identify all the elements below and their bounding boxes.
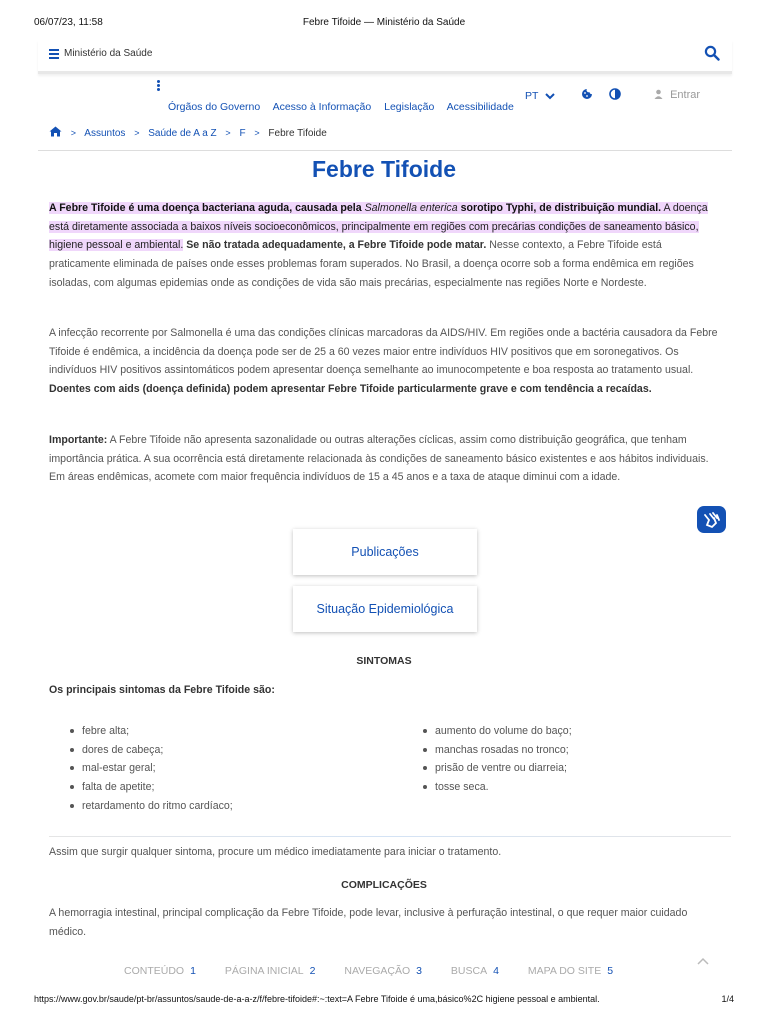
hamburger-icon[interactable] (49, 49, 59, 58)
nav-link-legislacao[interactable]: Legislação (384, 101, 435, 113)
skip-key: 4 (493, 965, 499, 977)
skip-key: 3 (416, 965, 422, 977)
list-item: prisão de ventre ou diarreia; (421, 759, 572, 778)
print-page-number: 1/4 (721, 994, 734, 1004)
user-icon (654, 89, 663, 99)
skip-key: 1 (190, 965, 196, 977)
complicacoes-heading: COMPLICAÇÕES (341, 879, 427, 891)
list-item: aumento do volume do baço; (421, 722, 572, 741)
skip-link-busca[interactable]: BUSCA (450, 965, 488, 977)
intro-bold: Se não tratada adequadamente, a Febre Tifoide pode matar. (186, 239, 487, 252)
importante-text: A Febre Tifoide não apresenta sazonalidade ou outras alterações cíclicas, assim como distribuição geográfica, que tenham importância prática. A sua ocorrência está diretamente relacionada às condições de saneamento básico existentes e aos hábitos individuais. Em áreas endêmicas, acomete com maior frequência indivíduos de 15 a 45 anos e a taxa de ataque diminui com a idade. (49, 434, 709, 484)
intro-rest: Nesse contexto, a Febre Tifoide está praticamente eliminada de países onde esses problemas foram superados. No Brasil, a doença ocorre sob a forma endêmica em regiões isoladas, com algumas epidemias onde as condições de vida são mais precárias, especialmente nas regiões Norte e Nordeste. (49, 239, 694, 289)
hiv-text: A infecção recorrente por Salmonella é uma das condições clínicas marcadoras da AIDS/HIV. Em regiões onde a bactéria causadora da Febre Tifoide é endêmica, a incidência da doença pode ser de 25 a 60 vezes maior entre indivíduos HIV positivos que em soronegativos. Os indivíduos HIV positivos assintomáticos podem apresentar doença semelhante ao imunocompetente e boa resposta ao tratamento usual. (49, 327, 718, 377)
list-item: retardamento do ritmo cardíaco; (68, 797, 233, 816)
breadcrumb-separator: > (254, 128, 260, 138)
importante-paragraph (49, 431, 721, 487)
hiv-bold: Doentes com aids (doença definida) podem apresentar Febre Tifoide particularmente grave e com tendência a recaídas. (49, 383, 652, 396)
login-label: Entrar (670, 89, 701, 101)
sign-language-icon (697, 506, 726, 533)
list-item: manchas rosadas no tronco; (421, 741, 572, 760)
language-label: PT (525, 90, 539, 102)
section-divider (49, 836, 731, 837)
importante-label: Importante: (49, 434, 108, 446)
skip-link-navegacao[interactable]: NAVEGAÇÃO (344, 965, 411, 977)
search-icon[interactable] (704, 45, 720, 61)
breadcrumb-separator: > (134, 128, 140, 138)
publicacoes-button[interactable]: Publicações (293, 529, 477, 575)
page-title: Febre Tifoide (312, 156, 456, 182)
list-item: mal-estar geral; (68, 759, 233, 778)
list-item: febre alta; (68, 722, 233, 741)
home-icon[interactable] (49, 126, 62, 137)
skip-link-mapa-do-site[interactable]: MAPA DO SITE (527, 965, 602, 977)
breadcrumb-item-assuntos[interactable]: Assuntos (84, 128, 126, 139)
skip-links-bar (124, 965, 639, 977)
print-header (34, 17, 734, 31)
breadcrumb-separator: > (70, 128, 77, 138)
nav-link-acesso-informacao[interactable]: Acesso à Informação (272, 101, 372, 113)
skip-key: 5 (607, 965, 614, 977)
language-selector[interactable] (525, 90, 555, 102)
breadcrumb (49, 126, 327, 139)
sintomas-heading: SINTOMAS (356, 655, 412, 667)
cookie-icon[interactable] (581, 88, 593, 100)
skip-link-conteudo[interactable]: CONTEÚDO (124, 965, 185, 977)
chevron-down-icon (545, 93, 555, 100)
print-url: https://www.gov.br/saude/pt-br/assuntos/saude-de-a-a-z/f/febre-tifoide#:~:text=A Febre Tifoide é uma,básico%2C higiene pessoal e ambiental. (34, 994, 600, 1004)
site-name[interactable]: Ministério da Saúde (64, 48, 153, 59)
sintomas-intro: Os principais sintomas da Febre Tifoide são: (49, 684, 275, 696)
list-item: tosse seca. (421, 778, 572, 797)
nav-link-orgaos[interactable]: Órgãos do Governo (168, 101, 261, 113)
highlight-plain: A doença está diretamente associada a baixos níveis socioeconômicos, principalmente em regiões com precárias condições de saneamento básico, higiene pessoal e ambiental. (49, 202, 708, 252)
complicacoes-text: A hemorragia intestinal, principal complicação da Febre Tifoide, pode levar, inclusive à perfuração intestinal, o que requer maior cuidado médico. (49, 907, 688, 938)
highlight-bold-a: A Febre Tifoide é uma doença bacteriana aguda, causada pela (49, 202, 362, 214)
vlibras-button[interactable] (697, 506, 726, 533)
skip-link-pagina-inicial[interactable]: PÁGINA INICIAL (224, 965, 304, 977)
skip-key: 2 (309, 965, 316, 977)
nav-link-acessibilidade[interactable]: Acessibilidade (446, 101, 514, 113)
list-item: falta de apetite; (68, 778, 233, 797)
top-nav (0, 78, 768, 118)
highlight-italic: Salmonella enterica (364, 202, 458, 214)
print-doc-title: Febre Tifoide — Ministério da Saúde (302, 17, 466, 28)
breadcrumb-item-f[interactable]: F (239, 128, 246, 139)
intro-paragraph (49, 199, 721, 293)
highlight-bold-b: sorotipo Typhi, de distribuição mundial. (460, 202, 662, 214)
sintomas-note: Assim que surgir qualquer sintoma, procure um médico imediatamente para iniciar o tratamento. (49, 846, 502, 858)
site-header (38, 40, 732, 74)
login-button[interactable] (654, 89, 700, 101)
breadcrumb-divider (38, 150, 732, 151)
situacao-epidemiologica-button[interactable]: Situação Epidemiológica (293, 586, 477, 632)
breadcrumb-current: Febre Tifoide (268, 128, 327, 139)
chevron-up-icon[interactable] (697, 957, 709, 965)
breadcrumb-item-saude-a-z[interactable]: Saúde de A a Z (148, 128, 217, 139)
hiv-paragraph (49, 324, 721, 399)
sintomas-list-left (68, 722, 233, 816)
nav-links (168, 101, 524, 113)
print-datetime: 06/07/23, 11:58 (34, 17, 103, 28)
contrast-icon[interactable] (609, 88, 621, 100)
list-item: dores de cabeça; (68, 741, 233, 760)
more-vertical-icon[interactable] (157, 80, 161, 94)
breadcrumb-separator: > (225, 128, 231, 138)
sintomas-list-right (421, 722, 572, 797)
